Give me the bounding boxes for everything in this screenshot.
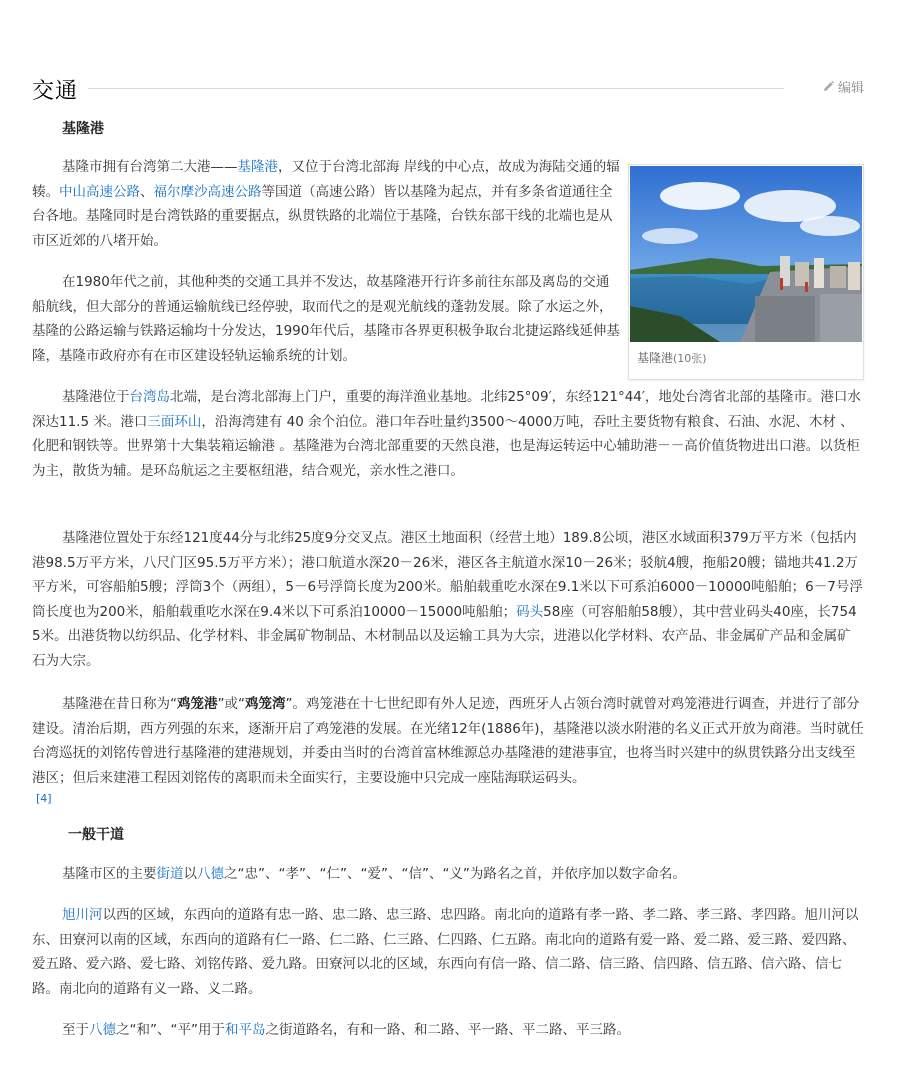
link-wharf[interactable]: 码头 bbox=[516, 603, 544, 620]
subheading-trunk-road: 一般干道 bbox=[68, 827, 124, 843]
link-eight-virtues[interactable]: 八德 bbox=[89, 1022, 116, 1038]
link-surrounded-by-mountains[interactable]: 三面环山 bbox=[147, 413, 202, 430]
paragraph: 基隆市拥有台湾第二大港——基隆港，又位于台湾北部海 岸线的中心点，故成为海陆交通的辐辏。中山高速公路、福尔摩沙高速公路等国道（高速公路）皆以基隆为起点，并有多条省道通往全台各地。基隆同时是台湾铁路的重要据点，纵贯铁路的北端位于基隆，台铁东部干线的北端也是从市区近郊的八堵开始。 bbox=[32, 159, 620, 249]
pencil-icon bbox=[822, 80, 835, 93]
figure-card[interactable] bbox=[628, 164, 864, 380]
paragraph: 至于八德之“和”、“平”用于和平岛之街道路名，有和一路、和二路、平一路、平二路、平三路。 bbox=[62, 1022, 630, 1038]
paragraph: 基隆港在昔日称为“鸡笼港”或“鸡笼湾”。鸡笼港在十七世纪即有外人足迹，西班牙人占领台湾时就曾对鸡笼港进行调查，并进行了部分建设。清治后期，西方列强的东来，逐渐开启了鸡笼港的发展。在光绪12年(1886年)，基隆港以淡水附港的名义正式开放为商港。当时就任台湾巡抚的刘铭传曾进行基隆港的建港规划，并委由当时的台湾首富林维源总办基隆港的建港事宜，也将当时兴建中的纵贯铁路分出支线至港区；但后来建港工程因刘铭传的离职而未全面实行，主要设施中只完成一座陆海联运码头。 bbox=[32, 696, 864, 786]
link-keelung-port[interactable]: 基隆港 bbox=[237, 159, 278, 175]
paragraph: 在1980年代之前，其他种类的交通工具并不发达，故基隆港开行许多前往东部及离岛的交通船航线，但大部分的普通运输航线已经停驶，取而代之的是观光航线的蓬勃发展。除了水运之外，基隆的公路运输与铁路运输均十分发达，1990年代后，基隆市各界更积极争取台北捷运路线延伸基隆，基隆市政府亦有在市区建设轻轨运输系统的计划。 bbox=[32, 274, 620, 364]
image-count: (10张) bbox=[673, 352, 707, 365]
keelung-harbor-photo[interactable] bbox=[630, 166, 862, 342]
paragraph: 基隆港位置处于东经121度44分与北纬25度9分交叉点。港区土地面积（经营土地）189.8公顷，港区水域面积379万平方米（包括内港98.5万平方米，八尺门区95.5万平方米）；港口航道水深20－26米，港区各主航道水深10－26米；驳航4艘，拖船20艘；锚地共41.2万平方米，可容船舶5艘；浮筒3个（两组），5－6号浮筒长度为200米。船舶载重吃水深在9.1米以下可系泊6000－10000吨船舶；6－7号浮筒长度也为200米，船舶载重吃水深在9.4米以下可系泊10000－15000吨船舶；码头58座（可容船舶58艘），其中营业码头40座，长7545米。出港货物以纺织品、化学材料、非金属矿物制品、木材制品以及运输工具为大宗，进港以化学材料、农产品、非金属矿产品和金属矿石为大宗。 bbox=[32, 530, 863, 669]
link-taiwan-island[interactable]: 台湾岛 bbox=[129, 389, 170, 405]
bold-term: 鸡笼港 bbox=[177, 696, 218, 712]
link-formosa-freeway[interactable]: 福尔摩沙高速公路 bbox=[153, 183, 262, 200]
edit-label: 编辑 bbox=[837, 81, 864, 96]
paragraph: 旭川河以西的区域，东西向的道路有忠一路、忠二路、忠三路、忠四路。南北向的道路有孝一路、孝二路、孝三路、孝四路。旭川河以东、田寮河以南的区域，东西向的道路有仁一路、仁二路、仁三路、仁四路、仁五路。南北向的道路有爱一路、爱二路、爱三路、爱四路、爱五路、爱六路、爱七路、刘铭传路、爱九路。田寮河以北的区域，东西向有信一路、信二路、信三路、信四路、信五路、信六路、信七路。南北向的道路有义一路、义二路。 bbox=[32, 907, 859, 997]
paragraph: 基隆市区的主要街道以八德之“忠”、“孝”、“仁”、“爱”、“信”、“义”为路名之首，并依序加以数字命名。 bbox=[62, 866, 686, 882]
section-divider bbox=[88, 88, 784, 89]
bold-term: 鸡笼湾 bbox=[245, 696, 286, 712]
link-heping-island[interactable]: 和平岛 bbox=[224, 1022, 266, 1038]
figure-caption[interactable]: 基隆港(10张) bbox=[637, 351, 707, 365]
link-eight-virtues[interactable]: 八德 bbox=[197, 866, 224, 882]
section-title: 交通 bbox=[32, 79, 79, 104]
reference-link[interactable]: [4] bbox=[36, 792, 52, 805]
section-header bbox=[32, 72, 864, 106]
link-xuchuan-river[interactable]: 旭川河 bbox=[62, 907, 103, 923]
link-street[interactable]: 街道 bbox=[156, 866, 184, 882]
edit-button[interactable] bbox=[822, 77, 864, 96]
link-zhongshan-freeway[interactable]: 中山高速公路 bbox=[59, 183, 140, 200]
subheading-keelung-port: 基隆港 bbox=[62, 121, 104, 137]
paragraph: 基隆港位于台湾岛北端，是台湾北部海上门户，重要的海洋渔业基地。北纬25°09′，东经121°44′，地处台湾省北部的基隆市。港口水深达11.5 米。港口三面环山，沿海湾建有 40 余个泊位。港口年吞吐量约3500～4000万吨，吞吐主要货物有粮食、石油、水泥、木材 、化肥和钢铁等。世界第十大集装箱运输港 。基隆港为台湾北部重要的天然良港，也是海运转运中心辅助港－－高价值货物进出口港。以货柜为主，散货为辅。是环岛航运之主要枢纽港，结合观光，亲水性之港口。 bbox=[32, 389, 861, 479]
